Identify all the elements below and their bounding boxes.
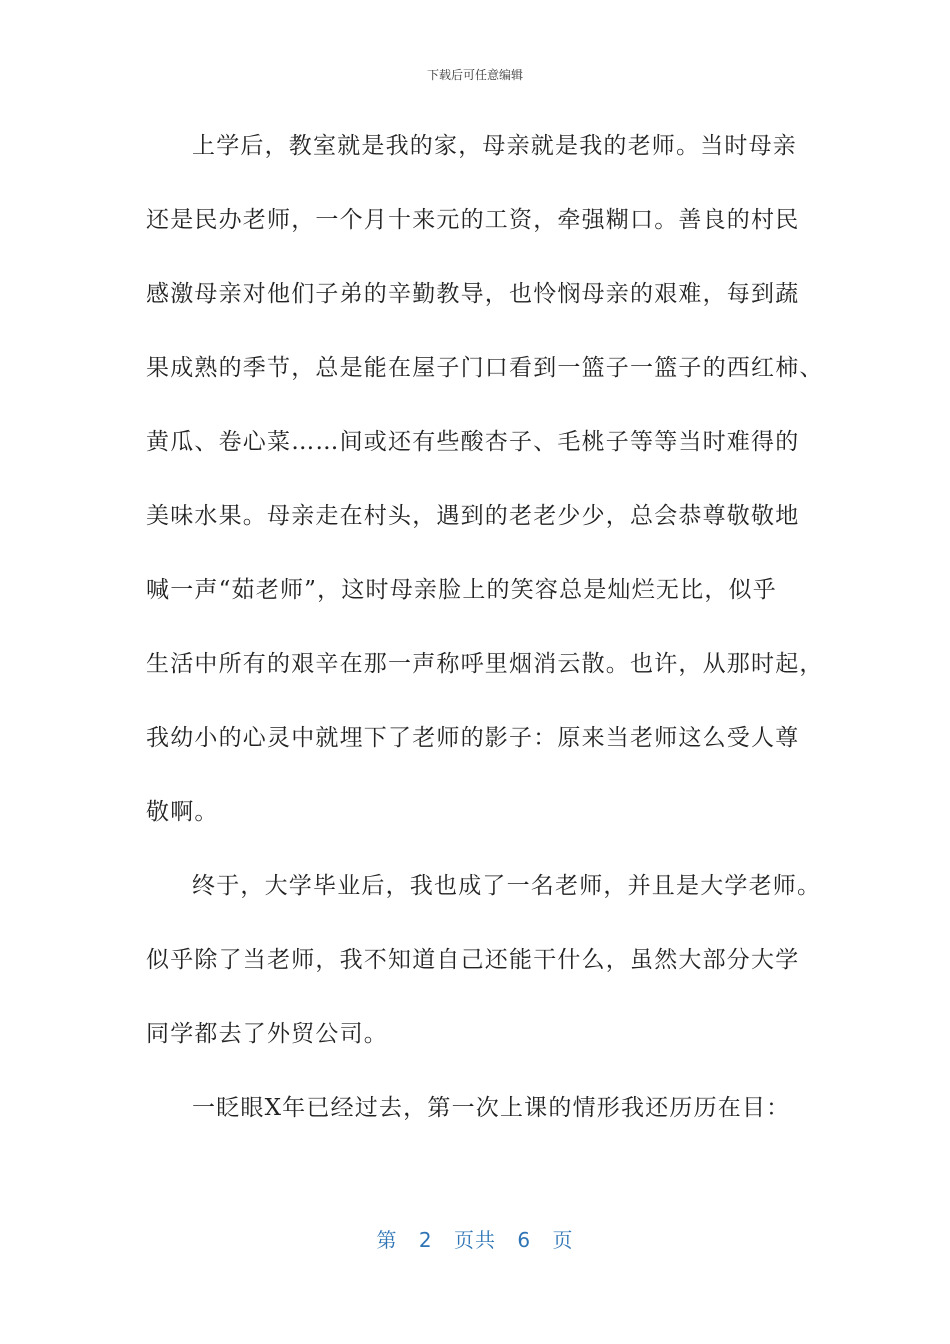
header-note: 下载后可任意编辑: [426, 68, 523, 82]
paragraph-1-line-6: 美味水果。母亲走在村头，遇到的老老少少，总会恭尊敬敬地: [146, 503, 800, 529]
paragraph-2-line-2: 似乎除了当老师，我不知道自己还能干什么，虽然大部分大学: [146, 947, 800, 973]
paragraph-1-line-4: 果成熟的季节，总是能在屋子门口看到一篮子一篮子的西红柿、: [146, 355, 824, 381]
document-body: [146, 122, 824, 1158]
footer-middle: 页共: [454, 1228, 496, 1252]
paragraph-1-line-9: 我幼小的心灵中就埋下了老师的影子：原来当老师这么受人尊: [146, 725, 800, 751]
paragraph-2-line-1: 终于，大学毕业后，我也成了一名老师，并且是大学老师。: [192, 873, 822, 899]
paragraph-1-line-10: 敬啊。: [146, 799, 219, 825]
page-footer: [0, 1224, 950, 1253]
footer-prefix: 第: [376, 1228, 398, 1252]
paragraph-1-line-7: 喊一声“茹老师”，这时母亲脸上的笑容总是灿烂无比，似乎: [146, 577, 777, 603]
paragraph-3-line-1: 一眨眼X年已经过去，第一次上课的情形我还历历在目：: [192, 1095, 791, 1121]
paragraph-1-line-1: 上学后，教室就是我的家，母亲就是我的老师。当时母亲: [192, 133, 797, 159]
footer-total-pages: 6: [517, 1228, 532, 1252]
paragraph-1-line-2: 还是民办老师，一个月十来元的工资，牵强糊口。善良的村民: [146, 207, 800, 233]
paragraph-1-line-5: 黄瓜、卷心菜……间或还有些酸杏子、毛桃子等等当时难得的: [146, 429, 800, 455]
paragraph-1-line-3: 感激母亲对他们子弟的辛勤教导，也怜悯母亲的艰难，每到蔬: [146, 281, 800, 307]
paragraph-1-line-8: 生活中所有的艰辛在那一声称呼里烟消云散。也许，从那时起，: [146, 651, 824, 677]
paragraph-2-line-3: 同学都去了外贸公司。: [146, 1021, 388, 1047]
footer-page-number: 2: [418, 1228, 433, 1252]
footer-suffix: 页: [552, 1228, 574, 1252]
